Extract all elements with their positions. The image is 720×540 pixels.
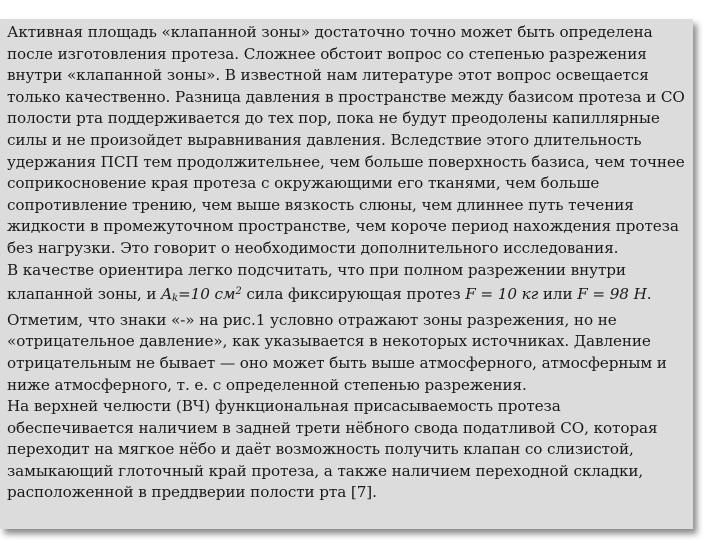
body-text bbox=[7, 22, 691, 504]
paragraph-force-calculation-or: или bbox=[538, 285, 578, 304]
paragraph-force-calculation-end: . Отметим, что знаки «-» на рис.1 условно отражают зоны разрежения, но не «отрицательное давление», как указывается в некоторых источниках. Давление отрицательным не бывает — оно может быть выше атмосферного, атмосферным и ниже атмосферного, т. е. с определенной степенью разрежения. bbox=[7, 285, 667, 394]
paragraph-force-calculation bbox=[7, 260, 691, 397]
paragraph-upper-jaw: На верхней челюсти (ВЧ) функциональная присасываемость протеза обеспечивается наличием в задней трети нёбного свода податливой СО, которая переходит на мягкое нёбо и даёт возможность получить клапан со слизистой, замыкающий глоточный край протеза, а также наличием переходной складки, расположенной в преддверии полости рта [7]. bbox=[7, 397, 658, 502]
area-value: =10 см bbox=[178, 285, 236, 304]
area-superscript: 2 bbox=[235, 286, 242, 298]
area-subscript: k bbox=[172, 293, 178, 305]
paragraph-force-calculation-start: В качестве ориентира легко подсчитать, что при полном разрежении внутри клапанной зоны, и bbox=[7, 260, 626, 304]
area-formula bbox=[161, 285, 242, 303]
force-formula-newton: F = 98 Н bbox=[577, 285, 647, 304]
paragraph-valve-zone: Активная площадь «клапанной зоны» достаточно точно может быть определена после изготовления протеза. Сложнее обстоит вопрос со степенью разрежения внутри «клапанной зоны». В известной нам литературе этот вопрос освещается только качественно. Разница давления в пространстве между базисом протеза и СО полости рта поддерживается до тех пор, пока не будут преодолены капиллярные силы и не произойдет выравнивания давления. Вследствие этого длительность удержания ПСП тем продолжительнее, чем больше поверхность базиса, чем точнее соприкосновение края протеза с окружающими его тканями, чем больше сопротивление трению, чем выше вязкость слюны, чем длиннее путь течения жидкости в промежуточном пространстве, чем короче период нахождения протеза без нагрузки. Это говорит о необходимости дополнительного исследования. bbox=[7, 23, 685, 257]
area-symbol: A bbox=[161, 285, 173, 304]
paragraph-force-calculation-middle: сила фиксирующая протез bbox=[241, 285, 466, 304]
force-formula-kg: F = 10 кг bbox=[465, 285, 539, 304]
